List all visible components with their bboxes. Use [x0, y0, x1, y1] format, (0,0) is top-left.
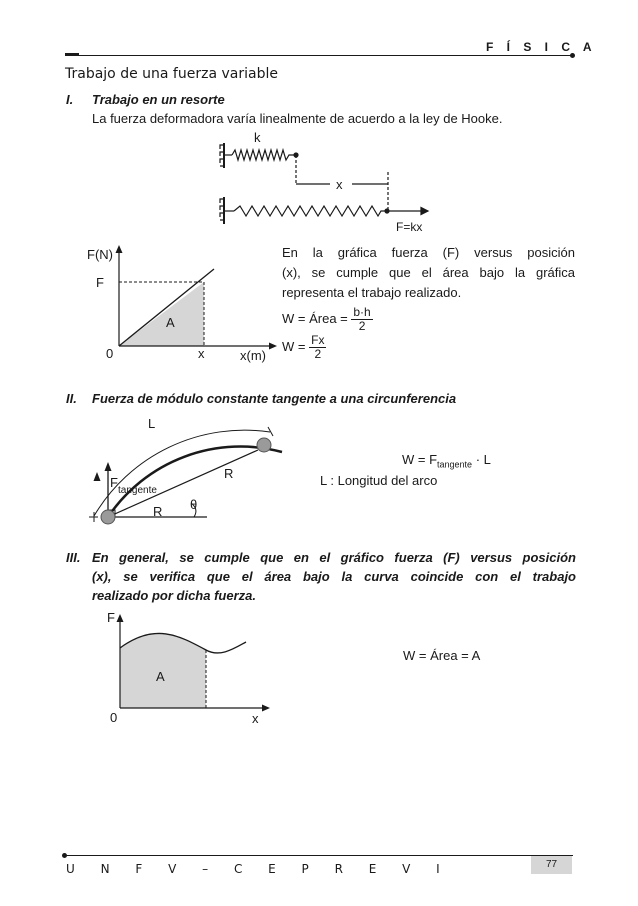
formula-fx-num: Fx [311, 333, 325, 347]
graph1-area-label: A [166, 315, 175, 330]
page-title: Trabajo de una fuerza variable [65, 66, 278, 82]
page-number: 77 [531, 856, 572, 874]
formula-area-num: b·h [353, 305, 371, 319]
graph3-y-label: F [107, 610, 115, 625]
graph1-x-tick: x [198, 346, 205, 361]
section3-heading [66, 548, 576, 605]
section1-number: I. [66, 92, 74, 107]
formula-area-den: 2 [358, 319, 366, 333]
formula-fx-lhs: W = [282, 338, 306, 354]
spring-force-label: F=kx [396, 220, 423, 234]
section2-number: II. [66, 391, 77, 406]
section3-line-3: realizado por dicha fuerza. [92, 588, 256, 603]
formula-fx-fraction [309, 334, 326, 361]
radius-label-2: R [153, 504, 163, 519]
formula-area-lhs: W = Área = [282, 310, 348, 326]
graph1-origin: 0 [106, 346, 114, 361]
section1-text: La fuerza deformadora varía linealmente de acuerdo a la ley de Hooke. [92, 111, 503, 126]
spring-k-label: k [254, 130, 261, 145]
formula-fx-den: 2 [314, 347, 322, 361]
graph3-origin: 0 [110, 710, 118, 725]
formula-area-fraction [351, 306, 372, 333]
header-subject: F Í S I C A [486, 40, 597, 54]
spring-stretched [234, 206, 385, 216]
section2-formula-lhs: W = F [402, 452, 438, 467]
arc-L-label: L [148, 416, 156, 431]
spring-x-label: x [336, 177, 343, 192]
radius-label-1: R [224, 466, 234, 481]
explanation-line-3: representa el trabajo realizado. [282, 285, 462, 300]
general-graph [117, 614, 271, 712]
section2-title: Fuerza de módulo constante tangente a una circunferencia [92, 391, 457, 406]
section1-explanation [282, 243, 575, 303]
graph1-y-label: F(N) [87, 247, 113, 262]
spring-compressed [232, 150, 295, 160]
section3-line-2: (x), se verifica que el área bajo la curva coincide con el trabajo [92, 569, 576, 584]
section2-note: L : Longitud del arco [320, 473, 438, 488]
footer-rule [65, 855, 573, 856]
formula-fx [282, 334, 326, 361]
ball-top [257, 438, 271, 452]
section3-formula: W = Área = A [403, 648, 481, 663]
section1-title: Trabajo en un resorte [92, 92, 225, 107]
graph1-f-tick: F [96, 275, 104, 290]
force-sub-label: tangente [118, 485, 157, 496]
linear-graph [116, 245, 278, 350]
section3-number: III. [66, 550, 81, 565]
section3-line-1: En general, se cumple que en el gráfico fuerza (F) versus posición [92, 550, 576, 565]
spring-diagram [220, 143, 428, 224]
theta-label: θ [190, 497, 198, 512]
section2-heading [66, 389, 456, 408]
graph1-x-label: x(m) [240, 348, 266, 363]
ball-bottom [101, 510, 115, 524]
explanation-line-1: En la gráfica fuerza (F) versus posición [282, 245, 575, 260]
footer-text: U N F V – C E P R E V I [66, 862, 451, 876]
section2-formula-sub: tangente [437, 459, 473, 470]
explanation-line-2: (x), se cumple que el área bajo la gráfica [282, 265, 575, 280]
force-F-label: F [110, 475, 118, 490]
section2-formula-rhs: · L [475, 452, 491, 467]
footer-rule-dot [62, 853, 67, 858]
graph3-area-label: A [156, 669, 165, 684]
formula-area [282, 306, 373, 333]
graph3-x-label: x [252, 711, 259, 726]
